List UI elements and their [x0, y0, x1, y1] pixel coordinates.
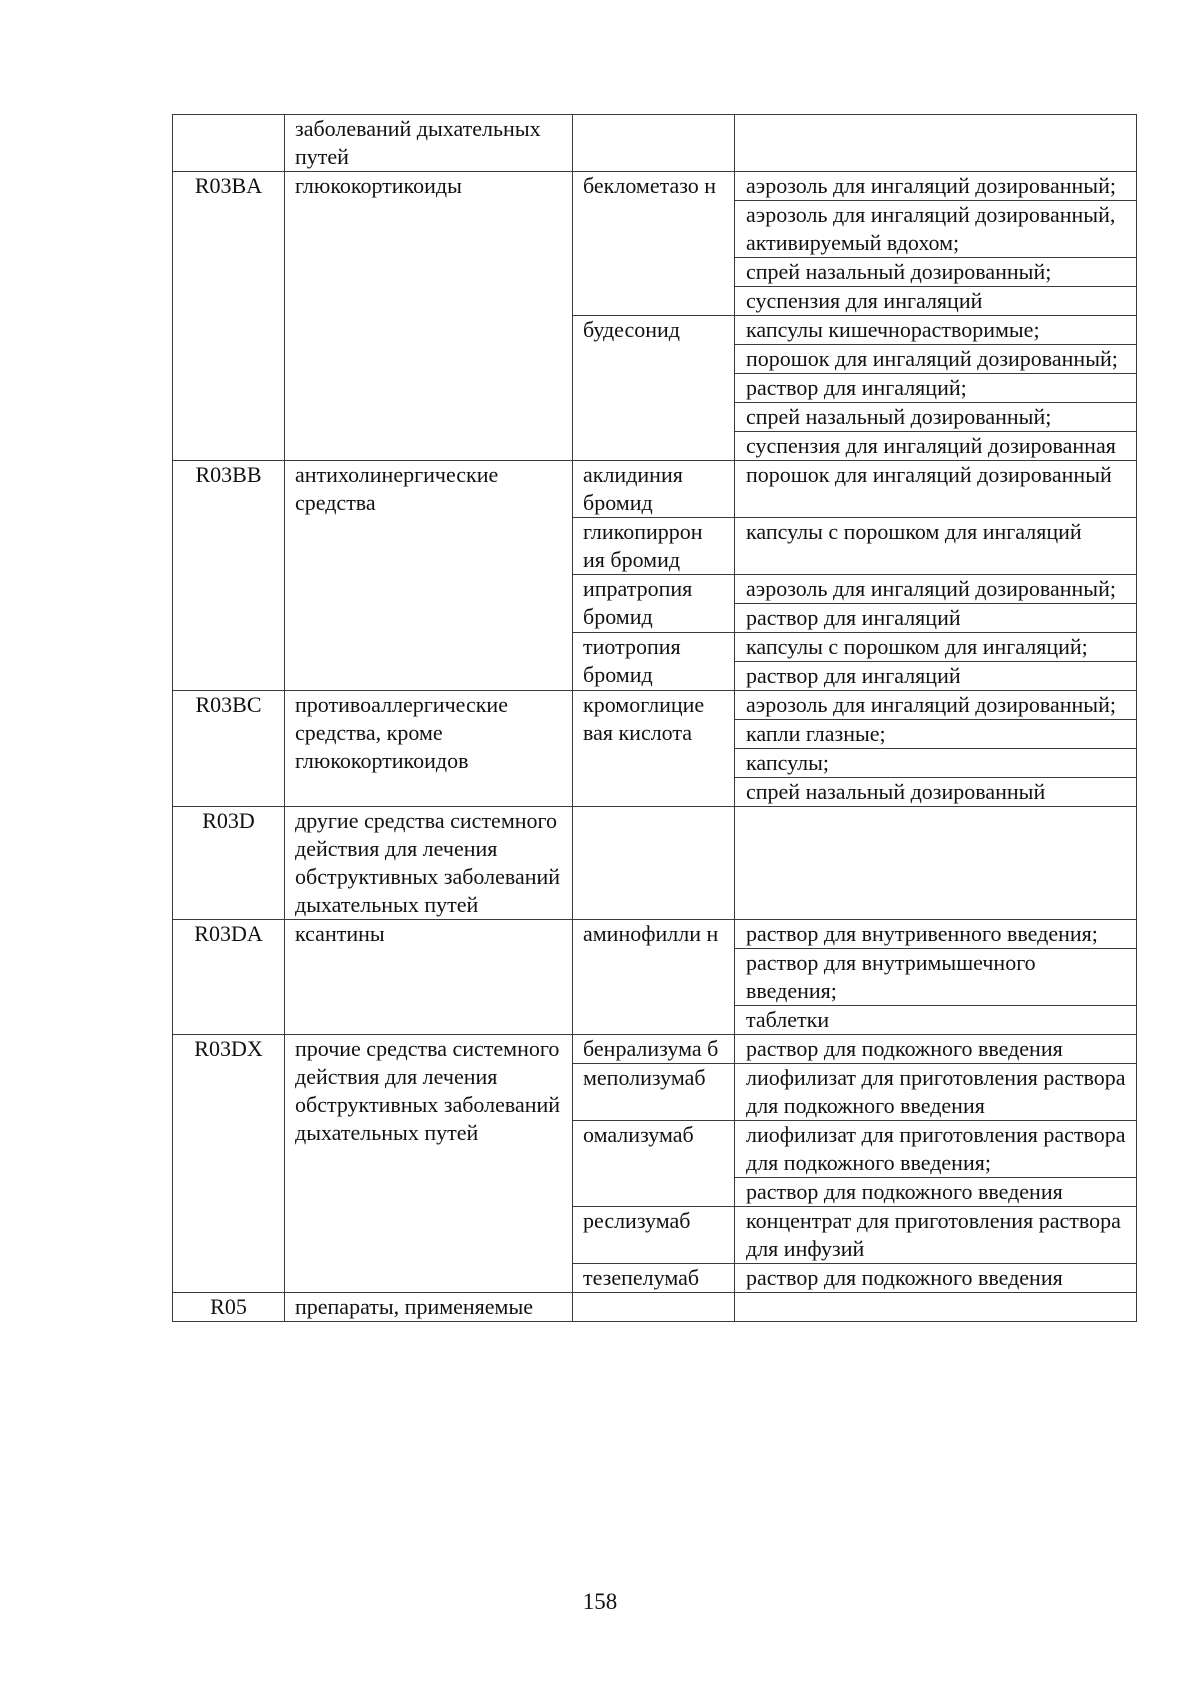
atc-code-cell: R03DX	[173, 1035, 285, 1293]
drug-name-cell: тезепелумаб	[573, 1264, 735, 1293]
page-number: 158	[582, 1589, 618, 1614]
table-row	[173, 807, 1137, 920]
dosage-form-cell: раствор для подкожного введения	[735, 1264, 1137, 1293]
atc-code-cell: R03BB	[173, 461, 285, 691]
atc-group-name-cell: прочие средства системного действия для лечения обструктивных заболеваний дыхательных путей	[285, 1035, 573, 1293]
dosage-form-cell: лиофилизат для приготовления раствора для подкожного введения;	[735, 1121, 1137, 1178]
medication-table	[172, 114, 1137, 1322]
drug-name-cell	[573, 807, 735, 920]
atc-code-cell: R05	[173, 1293, 285, 1322]
drug-name-cell: омализумаб	[573, 1121, 735, 1207]
dosage-form-cell: концентрат для приготовления раствора для инфузий	[735, 1207, 1137, 1264]
atc-code-cell: R03DA	[173, 920, 285, 1035]
atc-group-name-cell: глюкокортикоиды	[285, 172, 573, 461]
drug-name-cell: меполизумаб	[573, 1064, 735, 1121]
dosage-form-cell: капсулы с порошком для ингаляций	[735, 518, 1137, 575]
drug-name-cell: ипратропия бромид	[573, 575, 735, 633]
drug-name-cell: гликопиррон ия бромид	[573, 518, 735, 575]
dosage-form-cell: лиофилизат для приготовления раствора для подкожного введения	[735, 1064, 1137, 1121]
dosage-form-cell: спрей назальный дозированный;	[735, 403, 1137, 432]
dosage-form-cell: капли глазные;	[735, 720, 1137, 749]
atc-code-cell: R03BC	[173, 691, 285, 807]
dosage-form-cell: аэрозоль для ингаляций дозированный;	[735, 575, 1137, 604]
atc-group-name-cell: антихолинергические средства	[285, 461, 573, 691]
atc-code-cell	[173, 115, 285, 172]
table-row	[173, 691, 1137, 720]
atc-code-cell: R03D	[173, 807, 285, 920]
dosage-form-cell: раствор для внутримышечного введения;	[735, 949, 1137, 1006]
dosage-form-cell: порошок для ингаляций дозированный	[735, 461, 1137, 518]
dosage-form-cell: аэрозоль для ингаляций дозированный;	[735, 691, 1137, 720]
drug-name-cell: аминофилли н	[573, 920, 735, 1035]
drug-name-cell: кромоглицие вая кислота	[573, 691, 735, 807]
dosage-form-cell	[735, 115, 1137, 172]
dosage-form-cell: суспензия для ингаляций дозированная	[735, 432, 1137, 461]
dosage-form-cell: аэрозоль для ингаляций дозированный, активируемый вдохом;	[735, 201, 1137, 258]
drug-name-cell	[573, 115, 735, 172]
atc-code-cell: R03BA	[173, 172, 285, 461]
dosage-form-cell: порошок для ингаляций дозированный;	[735, 345, 1137, 374]
dosage-form-cell: раствор для подкожного введения	[735, 1035, 1137, 1064]
dosage-form-cell: таблетки	[735, 1006, 1137, 1035]
atc-group-name-cell: противоаллергические средства, кроме глюкокортикоидов	[285, 691, 573, 807]
dosage-form-cell: капсулы с порошком для ингаляций;	[735, 633, 1137, 662]
dosage-form-cell: суспензия для ингаляций	[735, 287, 1137, 316]
dosage-form-cell: спрей назальный дозированный	[735, 778, 1137, 807]
dosage-form-cell: раствор для ингаляций	[735, 604, 1137, 633]
table-row	[173, 115, 1137, 172]
atc-group-name-cell: другие средства системного действия для лечения обструктивных заболеваний дыхательных путей	[285, 807, 573, 920]
atc-group-name-cell: ксантины	[285, 920, 573, 1035]
table-row	[173, 461, 1137, 518]
atc-group-name-cell: препараты, применяемые	[285, 1293, 573, 1322]
dosage-form-cell: спрей назальный дозированный;	[735, 258, 1137, 287]
drug-name-cell	[573, 1293, 735, 1322]
table-row	[173, 920, 1137, 949]
drug-name-cell: будесонид	[573, 316, 735, 461]
table-row	[173, 1293, 1137, 1322]
dosage-form-cell: капсулы;	[735, 749, 1137, 778]
dosage-form-cell	[735, 1293, 1137, 1322]
table-row	[173, 1035, 1137, 1064]
dosage-form-cell: аэрозоль для ингаляций дозированный;	[735, 172, 1137, 201]
table-row	[173, 172, 1137, 201]
dosage-form-cell: раствор для подкожного введения	[735, 1178, 1137, 1207]
medication-table-body	[173, 115, 1137, 1322]
drug-name-cell: беклометазо н	[573, 172, 735, 316]
atc-group-name-cell: заболеваний дыхательных путей	[285, 115, 573, 172]
drug-name-cell: аклидиния бромид	[573, 461, 735, 518]
dosage-form-cell: раствор для внутривенного введения;	[735, 920, 1137, 949]
dosage-form-cell: капсулы кишечнорастворимые;	[735, 316, 1137, 345]
dosage-form-cell: раствор для ингаляций	[735, 662, 1137, 691]
drug-name-cell: тиотропия бромид	[573, 633, 735, 691]
dosage-form-cell: раствор для ингаляций;	[735, 374, 1137, 403]
drug-name-cell: бенрализума б	[573, 1035, 735, 1064]
drug-name-cell: реслизумаб	[573, 1207, 735, 1264]
dosage-form-cell	[735, 807, 1137, 920]
